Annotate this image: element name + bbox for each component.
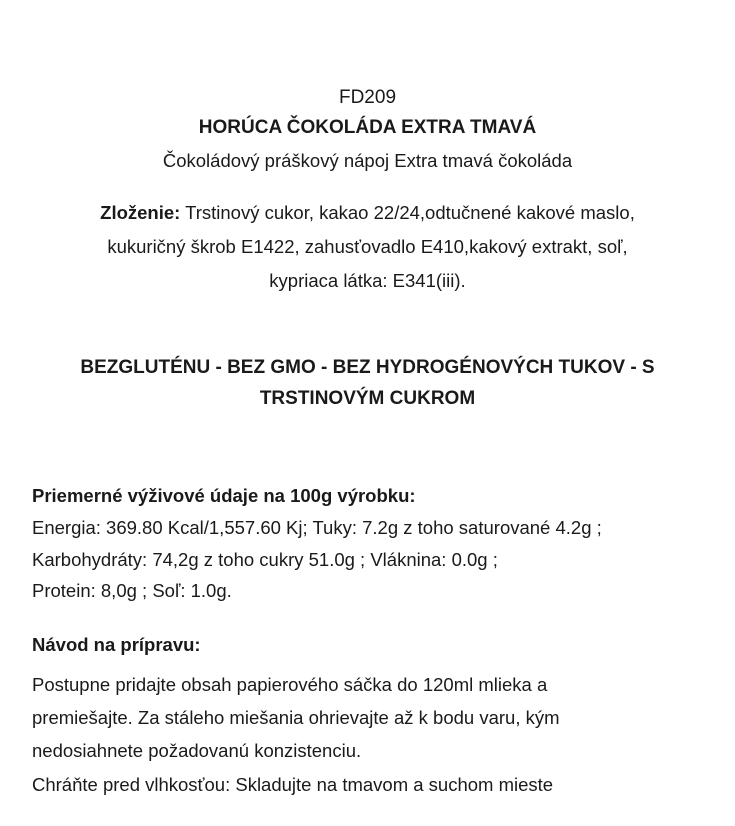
storage-instructions: Chráňte pred vlhkosťou: Skladujte na tmavom a suchom mieste (32, 774, 554, 795)
ingredients-line-2: kukuričný škrob E1422, zahusťovadlo E410,kakový extrakt, soľ, (107, 236, 628, 257)
nutrition-line-3: Protein: 8,0g ; Soľ: 1.0g. (32, 580, 232, 601)
nutrition-values (32, 512, 722, 607)
ingredients-label: Zloženie: (100, 202, 181, 223)
free-from-line-2: TRSTINOVÝM CUKROM (259, 388, 476, 409)
nutrition-heading: Priemerné výživové údaje na 100g výrobku: (32, 485, 416, 506)
preparation-line-3: nedosiahnete požadovanú konzistenciu. (32, 740, 362, 761)
ingredients-line-1 (30, 196, 705, 230)
preparation-instructions (32, 668, 722, 767)
ingredients-section (30, 196, 705, 298)
product-title: HORÚCA ČOKOLÁDA EXTRA TMAVÁ (198, 117, 537, 138)
preparation-line-2: premiešajte. Za stáleho miešania ohrievajte až k bodu varu, kým (32, 707, 560, 728)
preparation-line-1: Postupne pridajte obsah papierového sáčka do 120ml mlieka a (32, 674, 548, 695)
ingredients-text-1: Trstinový cukor, kakao 22/24,odtučnené kakové maslo, (180, 202, 635, 223)
free-from-line-1: BEZGLUTÉNU - BEZ GMO - BEZ HYDROGÉNOVÝCH TUKOV - S (80, 357, 655, 378)
nutrition-line-1: Energia: 369.80 Kcal/1,557.60 Kj; Tuky: 7.2g z toho saturované 4.2g ; (32, 517, 602, 538)
nutrition-line-2: Karbohydráty: 74,2g z toho cukry 51.0g ; Vláknina: 0.0g ; (32, 548, 498, 570)
product-subtitle: Čokoládový práškový nápoj Extra tmavá čokoláda (162, 150, 573, 171)
free-from-claims (40, 352, 695, 414)
product-code: FD209 (338, 87, 397, 108)
ingredients-line-3: kypriaca látka: E341(iii). (269, 270, 466, 291)
preparation-heading: Návod na prípravu: (32, 634, 201, 655)
